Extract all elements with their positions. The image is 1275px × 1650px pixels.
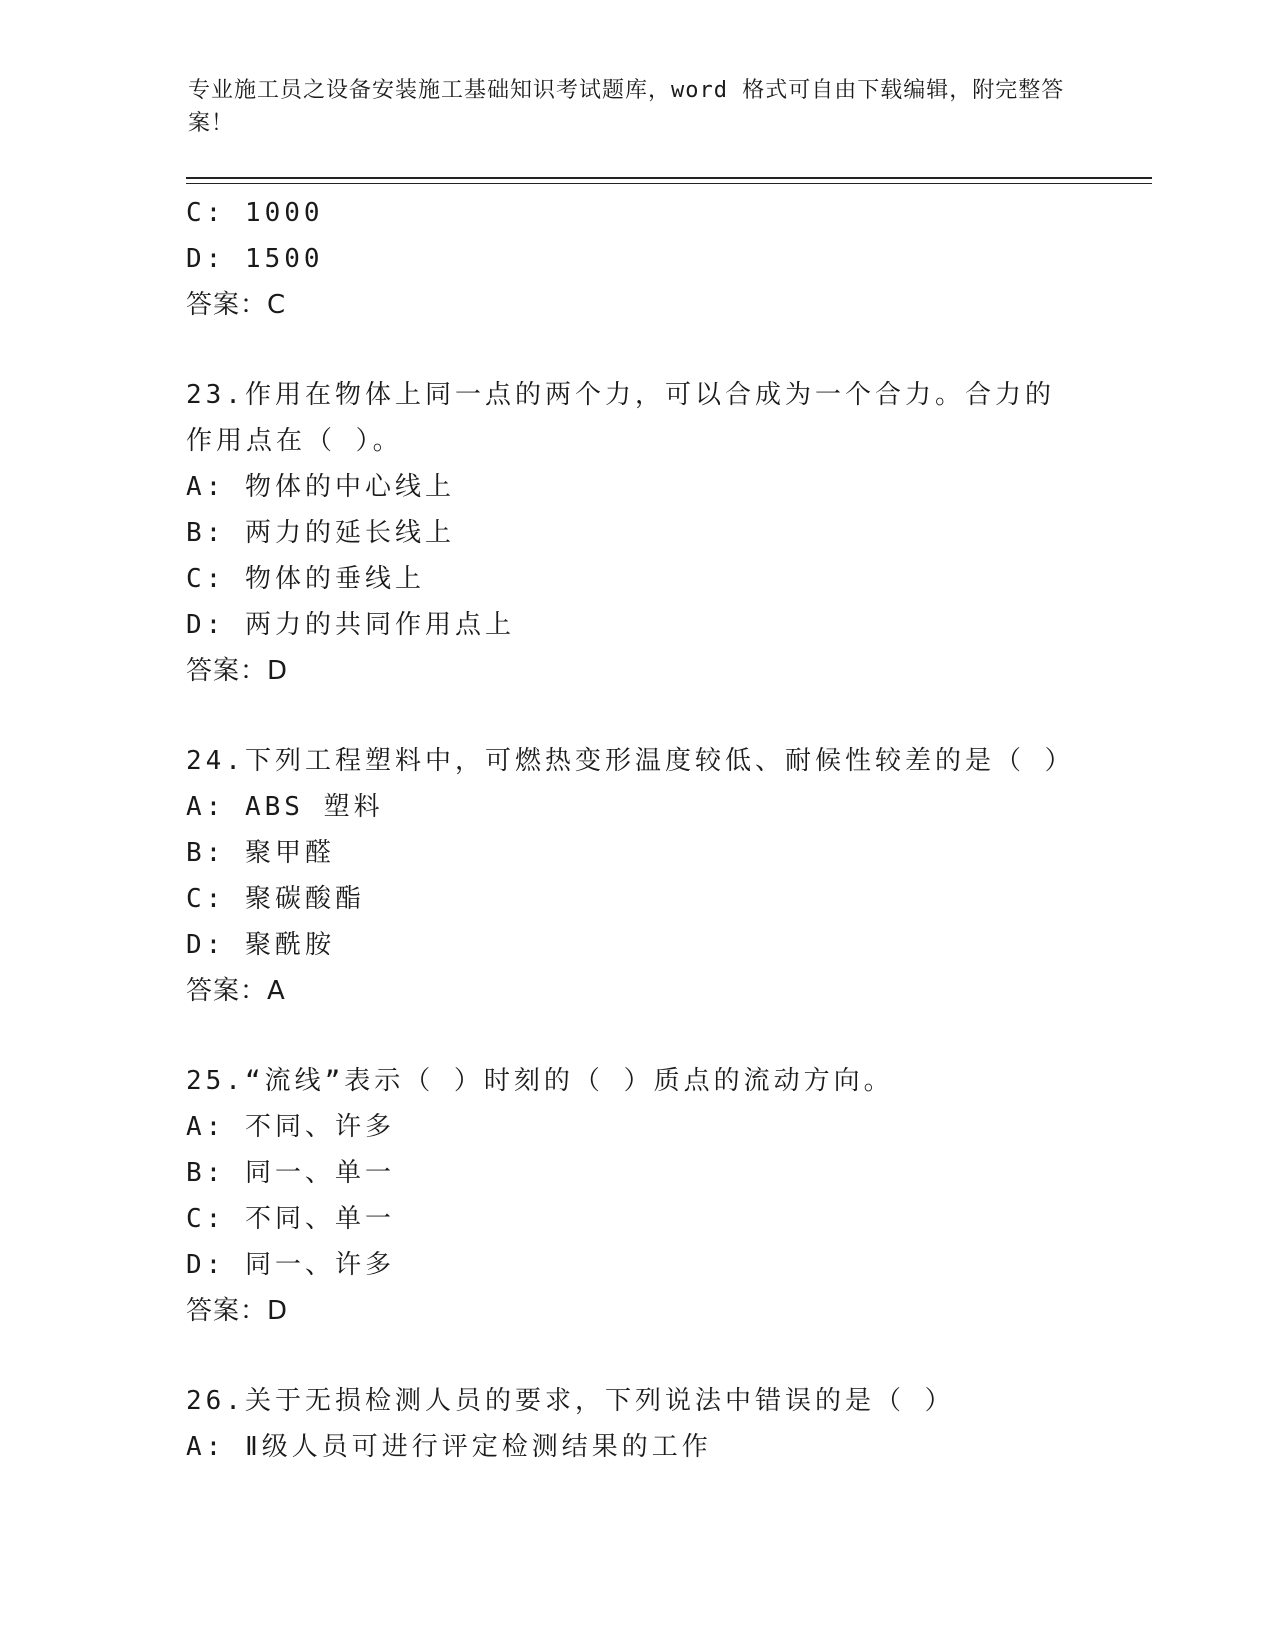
header-divider-thin bbox=[186, 183, 1152, 184]
page-header-title: 专业施工员之设备安装施工基础知识考试题库，word 格式可自由下载编辑，附完整答案！ bbox=[188, 78, 1065, 136]
option-d: D: 聚酰胺 bbox=[186, 930, 335, 960]
question-list bbox=[186, 190, 1146, 1470]
option-b: B: 聚甲醛 bbox=[186, 838, 335, 868]
spacer bbox=[186, 694, 1146, 738]
spacer bbox=[186, 1014, 1146, 1058]
question-text: 24.下列工程塑料中，可燃热变形温度较低、耐候性较差的是（ ） bbox=[186, 746, 1075, 776]
option-b: B: 同一、单一 bbox=[186, 1158, 395, 1188]
option-a: A: Ⅱ级人员可进行评定检测结果的工作 bbox=[186, 1432, 712, 1462]
question-text: 25.“流线”表示（ ）时刻的（ ）质点的流动方向。 bbox=[186, 1066, 894, 1096]
question-text: 26.关于无损检测人员的要求，下列说法中错误的是（ ） bbox=[186, 1386, 955, 1416]
option-c: C: 不同、单一 bbox=[186, 1204, 395, 1234]
question-24 bbox=[186, 738, 1146, 1014]
option-a: A: 不同、许多 bbox=[186, 1112, 395, 1142]
option-c: C: 聚碳酸酯 bbox=[186, 884, 365, 914]
option-a: A: ABS 塑料 bbox=[186, 792, 384, 822]
option-d: D: 同一、许多 bbox=[186, 1250, 395, 1280]
question-25 bbox=[186, 1058, 1146, 1334]
question-23 bbox=[186, 372, 1146, 694]
option-d: D: 两力的共同作用点上 bbox=[186, 610, 515, 640]
option-c: C: 1000 bbox=[186, 198, 324, 228]
answer-label: 答案：D bbox=[186, 1296, 289, 1326]
answer-label: 答案：C bbox=[186, 290, 287, 320]
question-22-continued bbox=[186, 190, 1146, 328]
question-26 bbox=[186, 1378, 1146, 1470]
question-text: 23.作用在物体上同一点的两个力，可以合成为一个合力。合力的作用点在（ ）。 bbox=[186, 380, 1055, 456]
answer-label: 答案：D bbox=[186, 656, 289, 686]
option-a: A: 物体的中心线上 bbox=[186, 472, 455, 502]
option-b: B: 两力的延长线上 bbox=[186, 518, 455, 548]
spacer bbox=[186, 328, 1146, 372]
header-divider-thick bbox=[186, 177, 1152, 179]
spacer bbox=[186, 1334, 1146, 1378]
option-c: C: 物体的垂线上 bbox=[186, 564, 425, 594]
answer-label: 答案：A bbox=[186, 976, 286, 1006]
option-d: D: 1500 bbox=[186, 244, 324, 274]
